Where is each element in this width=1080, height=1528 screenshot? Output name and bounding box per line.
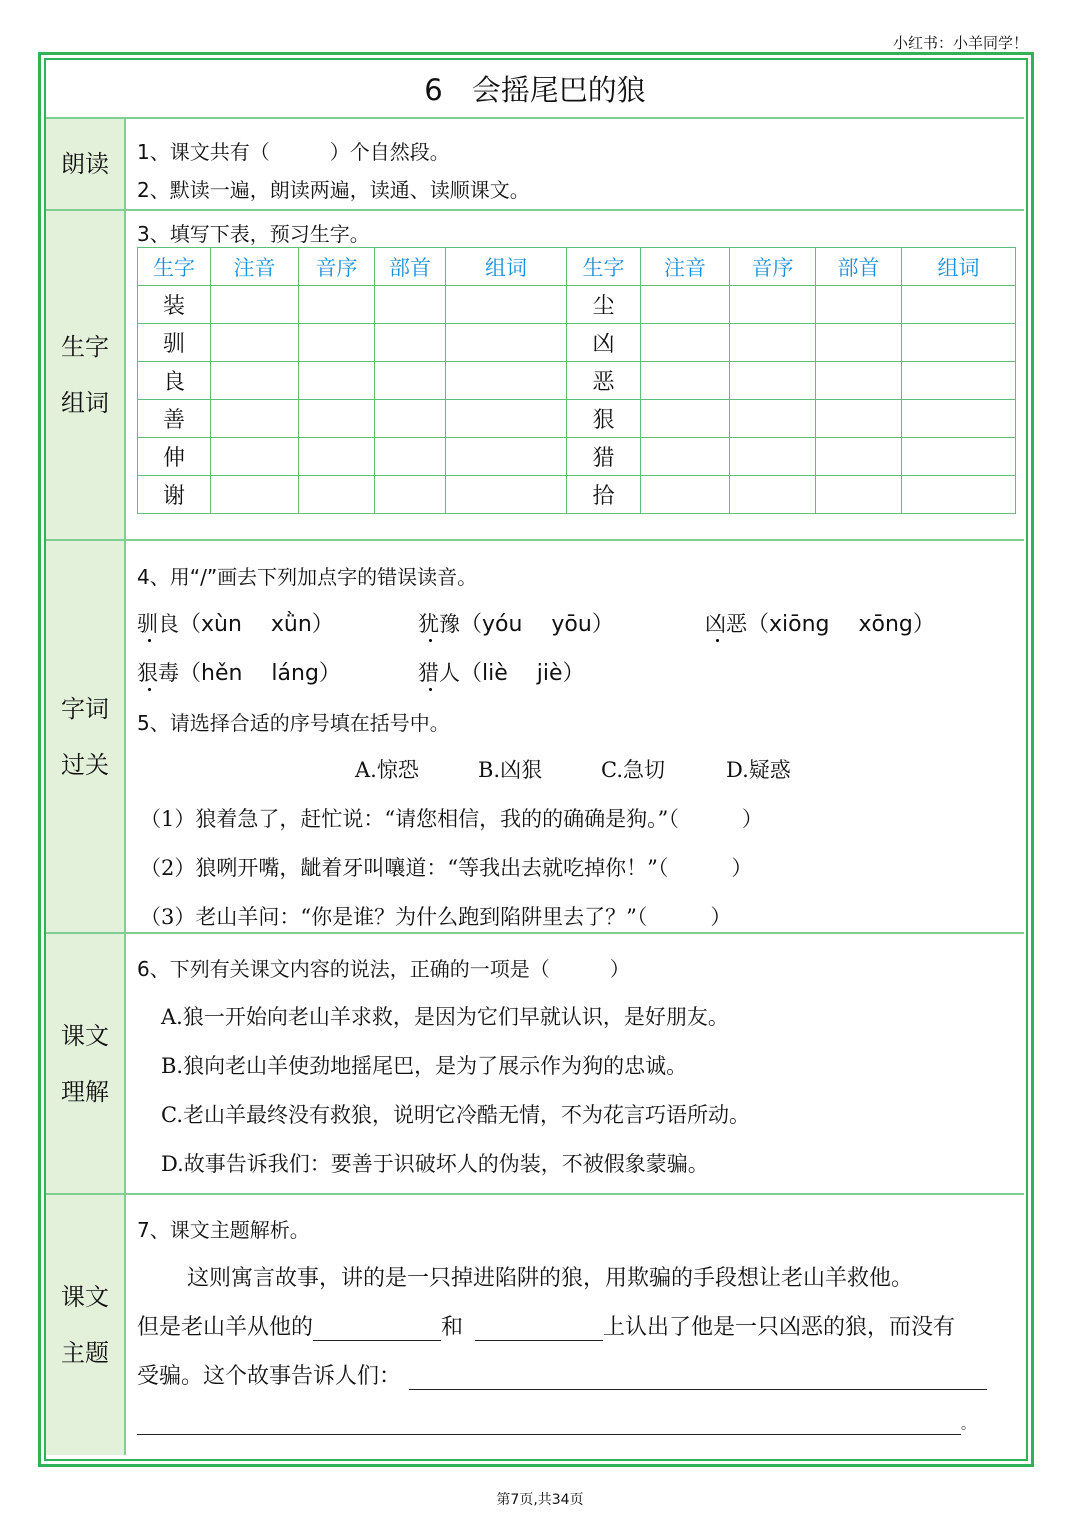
dotted-char: 凶 [705,612,726,636]
blank-cell[interactable] [902,476,1016,514]
blank-4[interactable] [137,1412,961,1435]
blank-cell[interactable] [816,400,902,438]
blank-3[interactable] [409,1367,987,1390]
column-header: 音序 [299,248,375,286]
label-text: 主题 [61,1339,109,1367]
theme-line-1: 这则寓言故事，讲的是一只掉进陷阱的狼，用欺骗的手段想让老山羊救他。 [187,1266,914,1291]
dotted-char: 猎 [418,661,439,685]
pinyin-options: （xùn xǜn） [179,612,334,637]
dotted-char: 狠 [137,661,158,685]
blank-cell[interactable] [446,324,567,362]
blank-cell[interactable] [730,438,816,476]
blank-cell[interactable] [375,438,446,476]
dotted-char: 犹 [418,612,439,636]
table-row [138,438,1016,476]
blank-cell[interactable] [211,476,299,514]
character-cell: 拾 [567,476,641,514]
blank-cell[interactable] [299,362,375,400]
blank-cell[interactable] [446,362,567,400]
character-cell: 良 [138,362,211,400]
char: 良 [158,612,179,636]
blank-cell[interactable] [641,400,730,438]
blank-cell[interactable] [816,286,902,324]
question-5: 5、请选择合适的序号填在括号中。 [137,711,450,735]
question-4: 4、用“/”画去下列加点字的错误读音。 [137,565,478,589]
column-header: 音序 [730,248,816,286]
pinyin-item [418,607,614,638]
fill-item: （3）老山羊问：“你是谁？为什么跑到陷阱里去了？”（ ） [140,905,732,929]
blank-cell[interactable] [641,286,730,324]
char: 恶 [726,612,747,636]
blank-cell[interactable] [299,438,375,476]
blank-cell[interactable] [641,476,730,514]
blank-2[interactable] [475,1318,603,1341]
blank-cell[interactable] [446,476,567,514]
label-text: 过关 [61,750,109,779]
pinyin-options: （hěn láng） [179,661,341,686]
theme-line-4 [137,1410,975,1435]
title-row [46,60,1024,119]
section-label [46,211,126,539]
pinyin-options: （liè jiè） [460,661,585,686]
blank-cell[interactable] [211,362,299,400]
option-a: A.狼一开始向老山羊求救，是因为它们早就认识，是好朋友。 [161,1005,729,1029]
blank-cell[interactable] [375,476,446,514]
blank-cell[interactable] [641,362,730,400]
blank-cell[interactable] [730,362,816,400]
pinyin-item [137,607,334,638]
column-header: 生字 [567,248,641,286]
char: 毒 [158,661,179,685]
blank-cell[interactable] [730,286,816,324]
section-label [46,934,126,1193]
blank-cell[interactable] [375,400,446,438]
option-d: D.故事告诉我们：要善于识破坏人的伪装，不被假象蒙骗。 [161,1152,709,1176]
question-2: 2、默读一遍，朗读两遍，读通、读顺课文。 [137,178,530,202]
character-cell: 恶 [567,362,641,400]
table-row [138,400,1016,438]
character-cell: 凶 [567,324,641,362]
blank-cell[interactable] [446,400,567,438]
blank-cell[interactable] [730,324,816,362]
blank-cell[interactable] [816,438,902,476]
theme-line-3 [137,1359,987,1390]
blank-cell[interactable] [299,476,375,514]
pinyin-item [137,656,341,687]
character-cell: 伸 [138,438,211,476]
text: 。 [961,1417,975,1433]
choice-a: A.惊恐 [355,758,419,782]
watermark: 小红书：小羊同学！ [892,34,1028,52]
pinyin-options: （xiōng xōng） [747,612,935,637]
table-row [138,476,1016,514]
blank-cell[interactable] [730,476,816,514]
character-cell: 驯 [138,324,211,362]
character-table [137,247,1016,514]
blank-cell[interactable] [641,324,730,362]
blank-cell[interactable] [299,286,375,324]
page-footer: 第7页,共34页 [496,1492,584,1508]
column-header: 部首 [375,248,446,286]
label-text: 字词 [61,694,109,723]
blank-cell[interactable] [816,476,902,514]
label-text: 组词 [61,389,109,417]
blank-cell[interactable] [902,400,1016,438]
label-text: 课文 [61,1021,109,1050]
blank-cell[interactable] [730,400,816,438]
text: 但是老山羊从他的 [137,1315,314,1340]
theme-line-2 [137,1310,955,1341]
column-header: 注音 [641,248,730,286]
character-cell: 装 [138,286,211,324]
column-header: 生字 [138,248,211,286]
blank-cell[interactable] [375,324,446,362]
choice-b: B.凶狠 [478,758,543,782]
section-label [46,541,126,932]
question-3: 3、填写下表，预习生字。 [137,222,370,246]
blank-cell[interactable] [902,286,1016,324]
label-text: 生字 [61,333,109,361]
char: 人 [439,661,460,685]
character-cell: 猎 [567,438,641,476]
table-row [138,324,1016,362]
section-label [46,119,126,209]
blank-cell[interactable] [211,400,299,438]
blank-cell[interactable] [211,324,299,362]
table-row [138,286,1016,324]
label-text: 理解 [61,1077,109,1106]
option-c: C.老山羊最终没有救狼，说明它冷酷无情，不为花言巧语所动。 [161,1103,750,1127]
choice-d: D.疑惑 [726,758,791,782]
option-b: B.狼向老山羊使劲地摇尾巴，是为了展示作为狗的忠诚。 [161,1054,688,1078]
label-text: 课文 [61,1283,109,1311]
text: 上认出了他是一只凶恶的狼，而没有 [603,1315,956,1340]
question-1: 1、课文共有（ ）个自然段。 [137,140,450,164]
char: 豫 [439,612,460,636]
column-header: 组词 [902,248,1016,286]
pinyin-item [705,607,935,638]
blank-cell[interactable] [375,362,446,400]
blank-cell[interactable] [299,324,375,362]
fill-item: （2）狼咧开嘴，龇着牙叫嚷道：“等我出去就吃掉你！”（ ） [140,856,753,880]
blank-cell[interactable] [375,286,446,324]
choice-c: C.急切 [601,758,665,782]
character-cell: 尘 [567,286,641,324]
blank-cell[interactable] [446,438,567,476]
character-cell: 狠 [567,400,641,438]
character-cell: 善 [138,400,211,438]
blank-cell[interactable] [902,438,1016,476]
blank-cell[interactable] [299,400,375,438]
blank-cell[interactable] [211,438,299,476]
blank-cell[interactable] [902,324,1016,362]
page-title: 6 会摇尾巴的狼 [424,73,646,107]
pinyin-item [418,656,585,687]
text: 受骗。这个故事告诉人们： [137,1364,402,1389]
blank-cell[interactable] [902,362,1016,400]
pinyin-options: （yóu yōu） [460,612,614,637]
blank-cell[interactable] [211,286,299,324]
section-label [46,1195,126,1455]
question-7: 7、课文主题解析。 [137,1218,310,1242]
blank-1[interactable] [313,1318,441,1341]
question-6: 6、下列有关课文内容的说法，正确的一项是（ ） [137,957,630,981]
column-header: 部首 [816,248,902,286]
blank-cell[interactable] [816,362,902,400]
table-header [138,248,1016,286]
character-cell: 谢 [138,476,211,514]
label-text: 朗读 [61,150,109,178]
blank-cell[interactable] [641,438,730,476]
fill-item: （1）狼着急了，赶忙说：“请您相信，我的的确确是狗。”（ ） [140,807,763,831]
blank-cell[interactable] [446,286,567,324]
column-header: 注音 [211,248,299,286]
column-header: 组词 [446,248,567,286]
table-row [138,362,1016,400]
dotted-char: 驯 [137,612,158,636]
blank-cell[interactable] [816,324,902,362]
text: 和 [441,1315,464,1340]
